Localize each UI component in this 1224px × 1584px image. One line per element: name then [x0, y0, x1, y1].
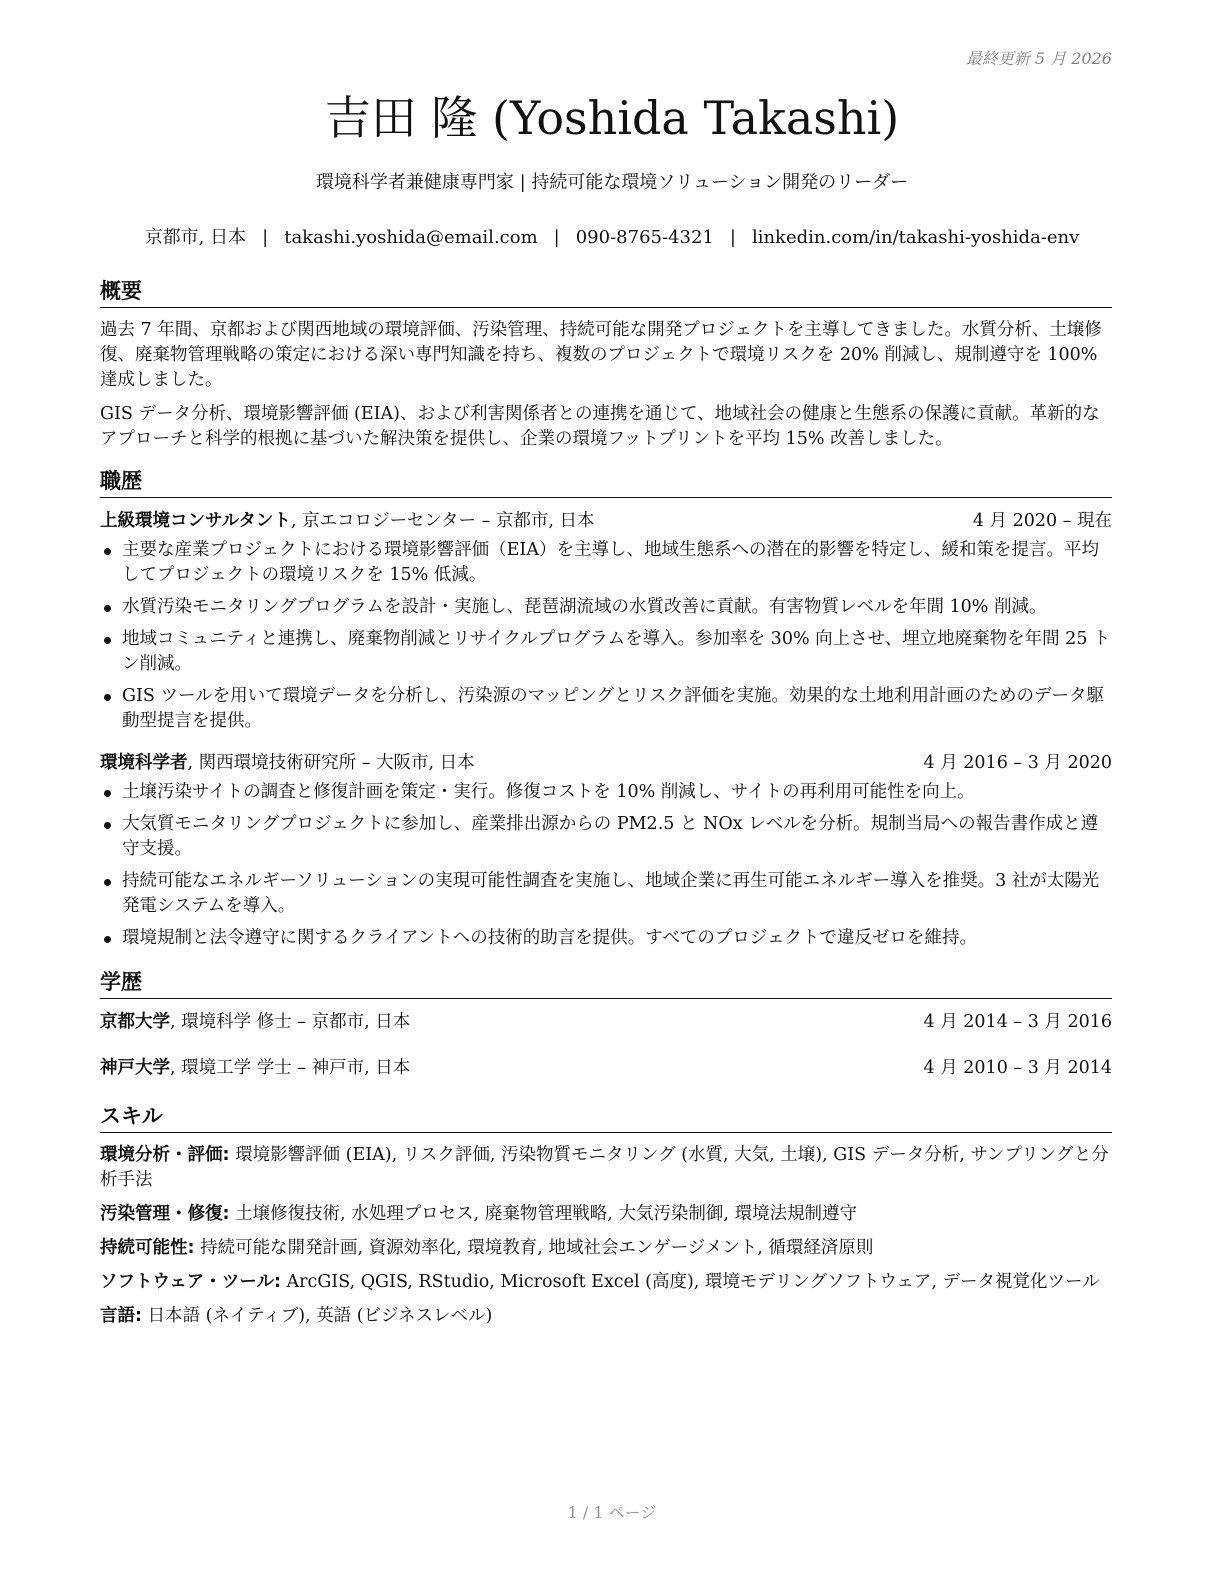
- job-header: [100, 750, 1112, 776]
- list-item: 持続可能なエネルギーソリューションの実現可能性調査を実施し、地域企業に再生可能エネルギー導入を推奨。3 社が太陽光発電システムを導入。: [100, 869, 1112, 919]
- section-title-education: 学歴: [100, 967, 1112, 999]
- page-number: 1 / 1 ページ: [567, 1503, 657, 1522]
- education-school: 神戸大学: [100, 1058, 170, 1078]
- contact-separator: |: [262, 227, 269, 248]
- job-entry: [100, 508, 1112, 734]
- list-item: 土壌汚染サイトの調査と修復計画を策定・実行。修復コストを 10% 削減し、サイトの再利用可能性を向上。: [100, 780, 1112, 805]
- skill-text: 環境影響評価 (EIA), リスク評価, 汚染物質モニタリング (水質, 大気, 土壌), GIS データ分析, サンプリングと分析手法: [100, 1145, 1109, 1190]
- education-section: [100, 967, 1112, 1081]
- contact-line: [0, 225, 1224, 251]
- job-org: , 関西環境技術研究所 – 大阪市, 日本: [187, 753, 475, 773]
- contact-location: 京都市, 日本: [144, 227, 247, 248]
- experience-section: [100, 466, 1112, 951]
- education-school: 京都大学: [100, 1012, 170, 1032]
- summary-section: [100, 276, 1112, 452]
- list-item: 水質汚染モニタリングプログラムを設計・実施し、琵琶湖流域の水質改善に貢献。有害物質レベルを年間 10% 削減。: [100, 595, 1112, 620]
- skill-label: 言語:: [100, 1306, 142, 1326]
- education-entry: [100, 1055, 1112, 1081]
- summary-paragraph: 過去 7 年間、京都および関西地域の環境評価、汚染管理、持続可能な開発プロジェクトを主導してきました。水質分析、土壌修復、廃棄物管理戦略の策定における深い専門知識を持ち、複数のプロジェクトで環境リスクを 20% 削減し、規制遵守を 100% 達成しました。: [100, 320, 1102, 390]
- list-item: 大気質モニタリングプロジェクトに参加し、産業排出源からの PM2.5 と NOx レベルを分析。規制当局への報告書作成と遵守支援。: [100, 812, 1112, 862]
- skill-item: [100, 1270, 1112, 1295]
- job-title-org: [100, 750, 475, 776]
- job-role: 環境科学者: [100, 753, 188, 773]
- education-entry: [100, 1009, 1112, 1035]
- skill-label: 環境分析・評価:: [100, 1145, 230, 1165]
- education-detail: , 環境工学 学士 – 神戸市, 日本: [170, 1058, 411, 1078]
- resume-content: [100, 276, 1112, 1338]
- skill-label: ソフトウェア・ツール:: [100, 1272, 281, 1292]
- job-org: , 京エコロジーセンター – 京都市, 日本: [290, 511, 595, 531]
- list-item: 地域コミュニティと連携し、廃棄物削減とリサイクルプログラムを導入。参加率を 30% 向上させ、埋立地廃棄物を年間 25 トン削減。: [100, 627, 1112, 677]
- skill-item: [100, 1236, 1112, 1261]
- contact-separator: |: [729, 227, 736, 248]
- list-item: 主要な産業プロジェクトにおける環境影響評価（EIA）を主導し、地域生態系への潜在的影響を特定し、緩和策を提言。平均してプロジェクトの環境リスクを 15% 低減。: [100, 538, 1112, 588]
- job-title-org: [100, 508, 595, 534]
- education-detail: , 環境科学 修士 – 京都市, 日本: [170, 1012, 411, 1032]
- skill-text: 日本語 (ネイティブ), 英語 (ビジネスレベル): [142, 1306, 493, 1326]
- skills-section: [100, 1101, 1112, 1329]
- education-school-detail: [100, 1009, 410, 1035]
- job-entry: [100, 750, 1112, 951]
- education-dates: 4 月 2014 – 3 月 2016: [923, 1012, 1112, 1032]
- skill-label: 持続可能性:: [100, 1238, 195, 1258]
- skill-text: ArcGIS, QGIS, RStudio, Microsoft Excel (高度), 環境モデリングソフトウェア, データ視覚化ツール: [280, 1272, 1100, 1292]
- list-item: 環境規制と法令遵守に関するクライアントへの技術的助言を提供。すべてのプロジェクトで違反ゼロを維持。: [100, 926, 1112, 951]
- summary-paragraph: GIS データ分析、環境影響評価 (EIA)、および利害関係者との連携を通じて、地域社会の健康と生態系の保護に貢献。革新的なアプローチと科学的根拠に基づいた解決策を提供し、企業の環境フットプリントを平均 15% 改善しました。: [100, 404, 1100, 449]
- education-dates: 4 月 2010 – 3 月 2014: [923, 1058, 1112, 1078]
- education-school-detail: [100, 1055, 410, 1081]
- job-dates: 4 月 2016 – 3 月 2020: [923, 753, 1112, 773]
- job-bullets: [100, 538, 1112, 734]
- last-updated: 最終更新 5 月 2026: [965, 49, 1112, 68]
- job-role: 上級環境コンサルタント: [100, 511, 291, 531]
- tagline: 環境科学者兼健康専門家 | 持続可能な環境ソリューション開発のリーダー: [315, 172, 909, 193]
- contact-separator: |: [553, 227, 560, 248]
- list-item: GIS ツールを用いて環境データを分析し、汚染源のマッピングとリスク評価を実施。効果的な土地利用計画のためのデータ駆動型提言を提供。: [100, 684, 1112, 734]
- contact-email[interactable]: takashi.yoshida@email.com: [284, 227, 538, 248]
- section-title-summary: 概要: [100, 276, 1112, 308]
- job-dates: 4 月 2020 – 現在: [972, 511, 1112, 531]
- skill-item: [100, 1304, 1112, 1329]
- candidate-name: 吉田 隆 (Yoshida Takashi): [324, 91, 900, 145]
- skill-text: 持続可能な開発計画, 資源効率化, 環境教育, 地域社会エンゲージメント, 循環経済原則: [194, 1238, 874, 1258]
- skill-item: [100, 1202, 1112, 1227]
- contact-linkedin[interactable]: linkedin.com/in/takashi-yoshida-env: [751, 227, 1080, 248]
- section-title-skills: スキル: [100, 1101, 1112, 1133]
- contact-phone[interactable]: 090-8765-4321: [575, 227, 714, 248]
- skill-item: [100, 1143, 1112, 1193]
- section-title-experience: 職歴: [100, 466, 1112, 498]
- skill-label: 汚染管理・修復:: [100, 1204, 230, 1224]
- job-bullets: [100, 780, 1112, 951]
- skill-text: 土壌修復技術, 水処理プロセス, 廃棄物管理戦略, 大気汚染制御, 環境法規制遵守: [229, 1204, 858, 1224]
- job-header: [100, 508, 1112, 534]
